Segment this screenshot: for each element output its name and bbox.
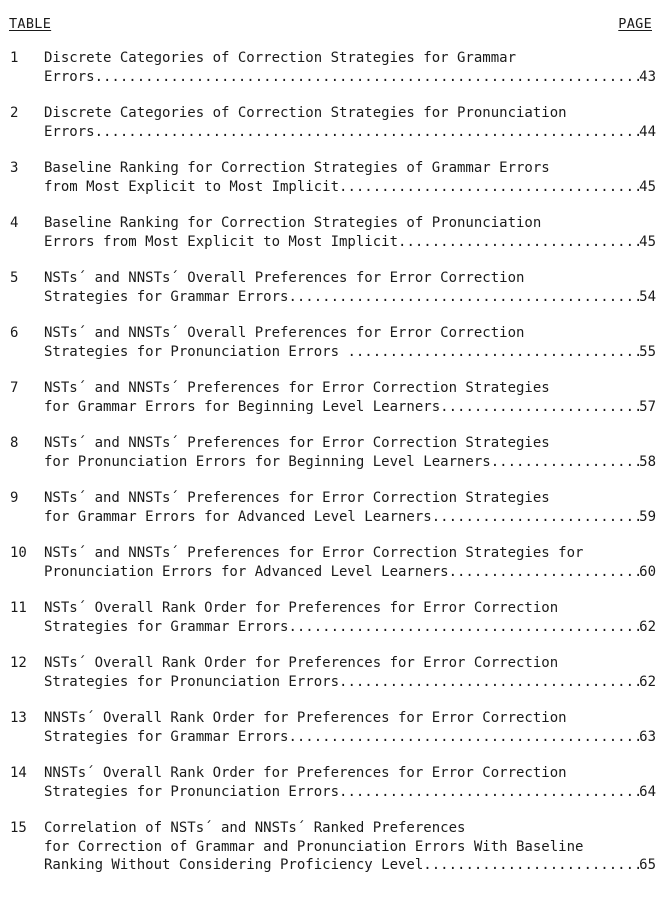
list-item — [0, 709, 670, 746]
table-title-line: Discrete Categories of Correction Strategies for Pronunciation — [44, 105, 567, 121]
table-title-line: NSTs´ Overall Rank Order for Preferences for Error Correction — [44, 655, 559, 671]
table-number: 9 — [10, 490, 19, 506]
list-item — [0, 104, 670, 141]
table-title-line: Ranking Without Considering Proficiency Level — [44, 857, 424, 873]
table-title-line: NSTs´ and NNSTs´ Preferences for Error Correction Strategies — [44, 490, 550, 506]
table-number: 11 — [10, 600, 27, 616]
list-item — [0, 324, 670, 361]
list-item — [0, 159, 670, 196]
dot-leader — [398, 233, 639, 252]
list-item — [0, 654, 670, 691]
table-title-line: Errors — [44, 68, 95, 85]
table-title-line: for Grammar Errors for Advanced Level Learners — [44, 508, 432, 525]
page-number: 57 — [639, 398, 656, 415]
table-number: 4 — [10, 215, 19, 231]
list-item — [0, 599, 670, 636]
table-title-line: Pronunciation Errors for Advanced Level Learners — [44, 563, 449, 580]
table-title-line: Errors — [44, 123, 95, 140]
table-title-line: Strategies for Grammar Errors — [44, 728, 289, 745]
table-title-line: Baseline Ranking for Correction Strategies of Grammar Errors — [44, 160, 550, 176]
list-item — [0, 819, 670, 874]
table-number: 10 — [10, 545, 27, 561]
table-title-line: Strategies for Grammar Errors — [44, 618, 289, 635]
dot-leader — [440, 398, 639, 417]
table-title-line: Baseline Ranking for Correction Strategies of Pronunciation — [44, 215, 542, 231]
page-column-heading: PAGE — [618, 16, 652, 32]
dot-leader — [432, 508, 639, 527]
table-title-line: Strategies for Grammar Errors — [44, 288, 289, 305]
table-title-line: NSTs´ and NNSTs´ Preferences for Error Correction Strategies — [44, 380, 550, 396]
table-title-line: Strategies for Pronunciation Errors — [44, 783, 340, 800]
page-number: 60 — [639, 563, 656, 580]
dot-leader — [95, 123, 640, 142]
dot-leader — [449, 563, 640, 582]
list-item — [0, 379, 670, 416]
table-number: 15 — [10, 820, 27, 836]
page-number: 45 — [639, 178, 656, 195]
table-number: 1 — [10, 50, 19, 66]
table-title-line: NSTs´ and NNSTs´ Overall Preferences for Error Correction — [44, 325, 525, 341]
table-title-line: Strategies for Pronunciation Errors — [44, 673, 340, 690]
table-number: 12 — [10, 655, 27, 671]
table-title-line: NSTs´ Overall Rank Order for Preferences for Error Correction — [44, 600, 559, 616]
dot-leader — [347, 343, 639, 362]
table-number: 13 — [10, 710, 27, 726]
table-number: 14 — [10, 765, 27, 781]
page-number: 58 — [639, 453, 656, 470]
table-title-line: for Pronunciation Errors for Beginning Level Learners — [44, 453, 491, 470]
list-item — [0, 764, 670, 801]
list-item — [0, 434, 670, 471]
table-number: 6 — [10, 325, 19, 341]
table-number: 3 — [10, 160, 19, 176]
page-number: 62 — [639, 618, 656, 635]
list-item — [0, 544, 670, 581]
page-number: 62 — [639, 673, 656, 690]
list-item — [0, 49, 670, 86]
page-number: 64 — [639, 783, 656, 800]
table-number: 2 — [10, 105, 19, 121]
table-title-line: Discrete Categories of Correction Strategies for Grammar — [44, 50, 517, 66]
page-number: 65 — [639, 857, 656, 873]
list-item — [0, 489, 670, 526]
page-number: 54 — [639, 288, 656, 305]
dot-leader — [491, 453, 639, 472]
dot-leader — [288, 288, 639, 307]
table-title-line: Strategies for Pronunciation Errors — [44, 343, 348, 360]
table-number: 5 — [10, 270, 19, 286]
table-title-line: NSTs´ and NNSTs´ Overall Preferences for Error Correction — [44, 270, 525, 286]
table-title-line: NNSTs´ Overall Rank Order for Preferences for Error Correction — [44, 765, 567, 781]
table-number: 8 — [10, 435, 19, 451]
table-number: 7 — [10, 380, 19, 396]
page-number: 55 — [639, 343, 656, 360]
table-title-line: NNSTs´ Overall Rank Order for Preferences for Error Correction — [44, 710, 567, 726]
page-number: 44 — [639, 123, 656, 140]
dot-leader — [288, 728, 639, 747]
table-title-line: NSTs´ and NNSTs´ Preferences for Error Correction Strategies — [44, 435, 550, 451]
table-title-line: from Most Explicit to Most Implicit — [44, 178, 340, 195]
table-title-line: Errors from Most Explicit to Most Implicit — [44, 233, 399, 250]
dot-leader — [339, 673, 639, 692]
table-title-line: Correlation of NSTs´ and NNSTs´ Ranked Preferences — [44, 820, 466, 836]
list-item — [0, 269, 670, 306]
page-number: 63 — [639, 728, 656, 745]
table-entries-list — [0, 49, 670, 892]
table-title-line: for Correction of Grammar and Pronunciation Errors With Baseline — [44, 838, 584, 855]
dot-leader — [339, 178, 639, 197]
page-number: 43 — [639, 68, 656, 85]
dot-leader — [339, 783, 639, 802]
page-number: 59 — [639, 508, 656, 525]
page-number: 45 — [639, 233, 656, 250]
list-header — [9, 15, 652, 33]
table-column-heading: TABLE — [9, 16, 52, 32]
list-item — [0, 214, 670, 251]
dot-leader — [95, 68, 640, 87]
table-title-line: for Grammar Errors for Beginning Level Learners — [44, 398, 441, 415]
table-title-line: NSTs´ and NNSTs´ Preferences for Error Correction Strategies for — [44, 545, 584, 561]
dot-leader — [288, 618, 639, 637]
dot-leader — [423, 856, 639, 875]
